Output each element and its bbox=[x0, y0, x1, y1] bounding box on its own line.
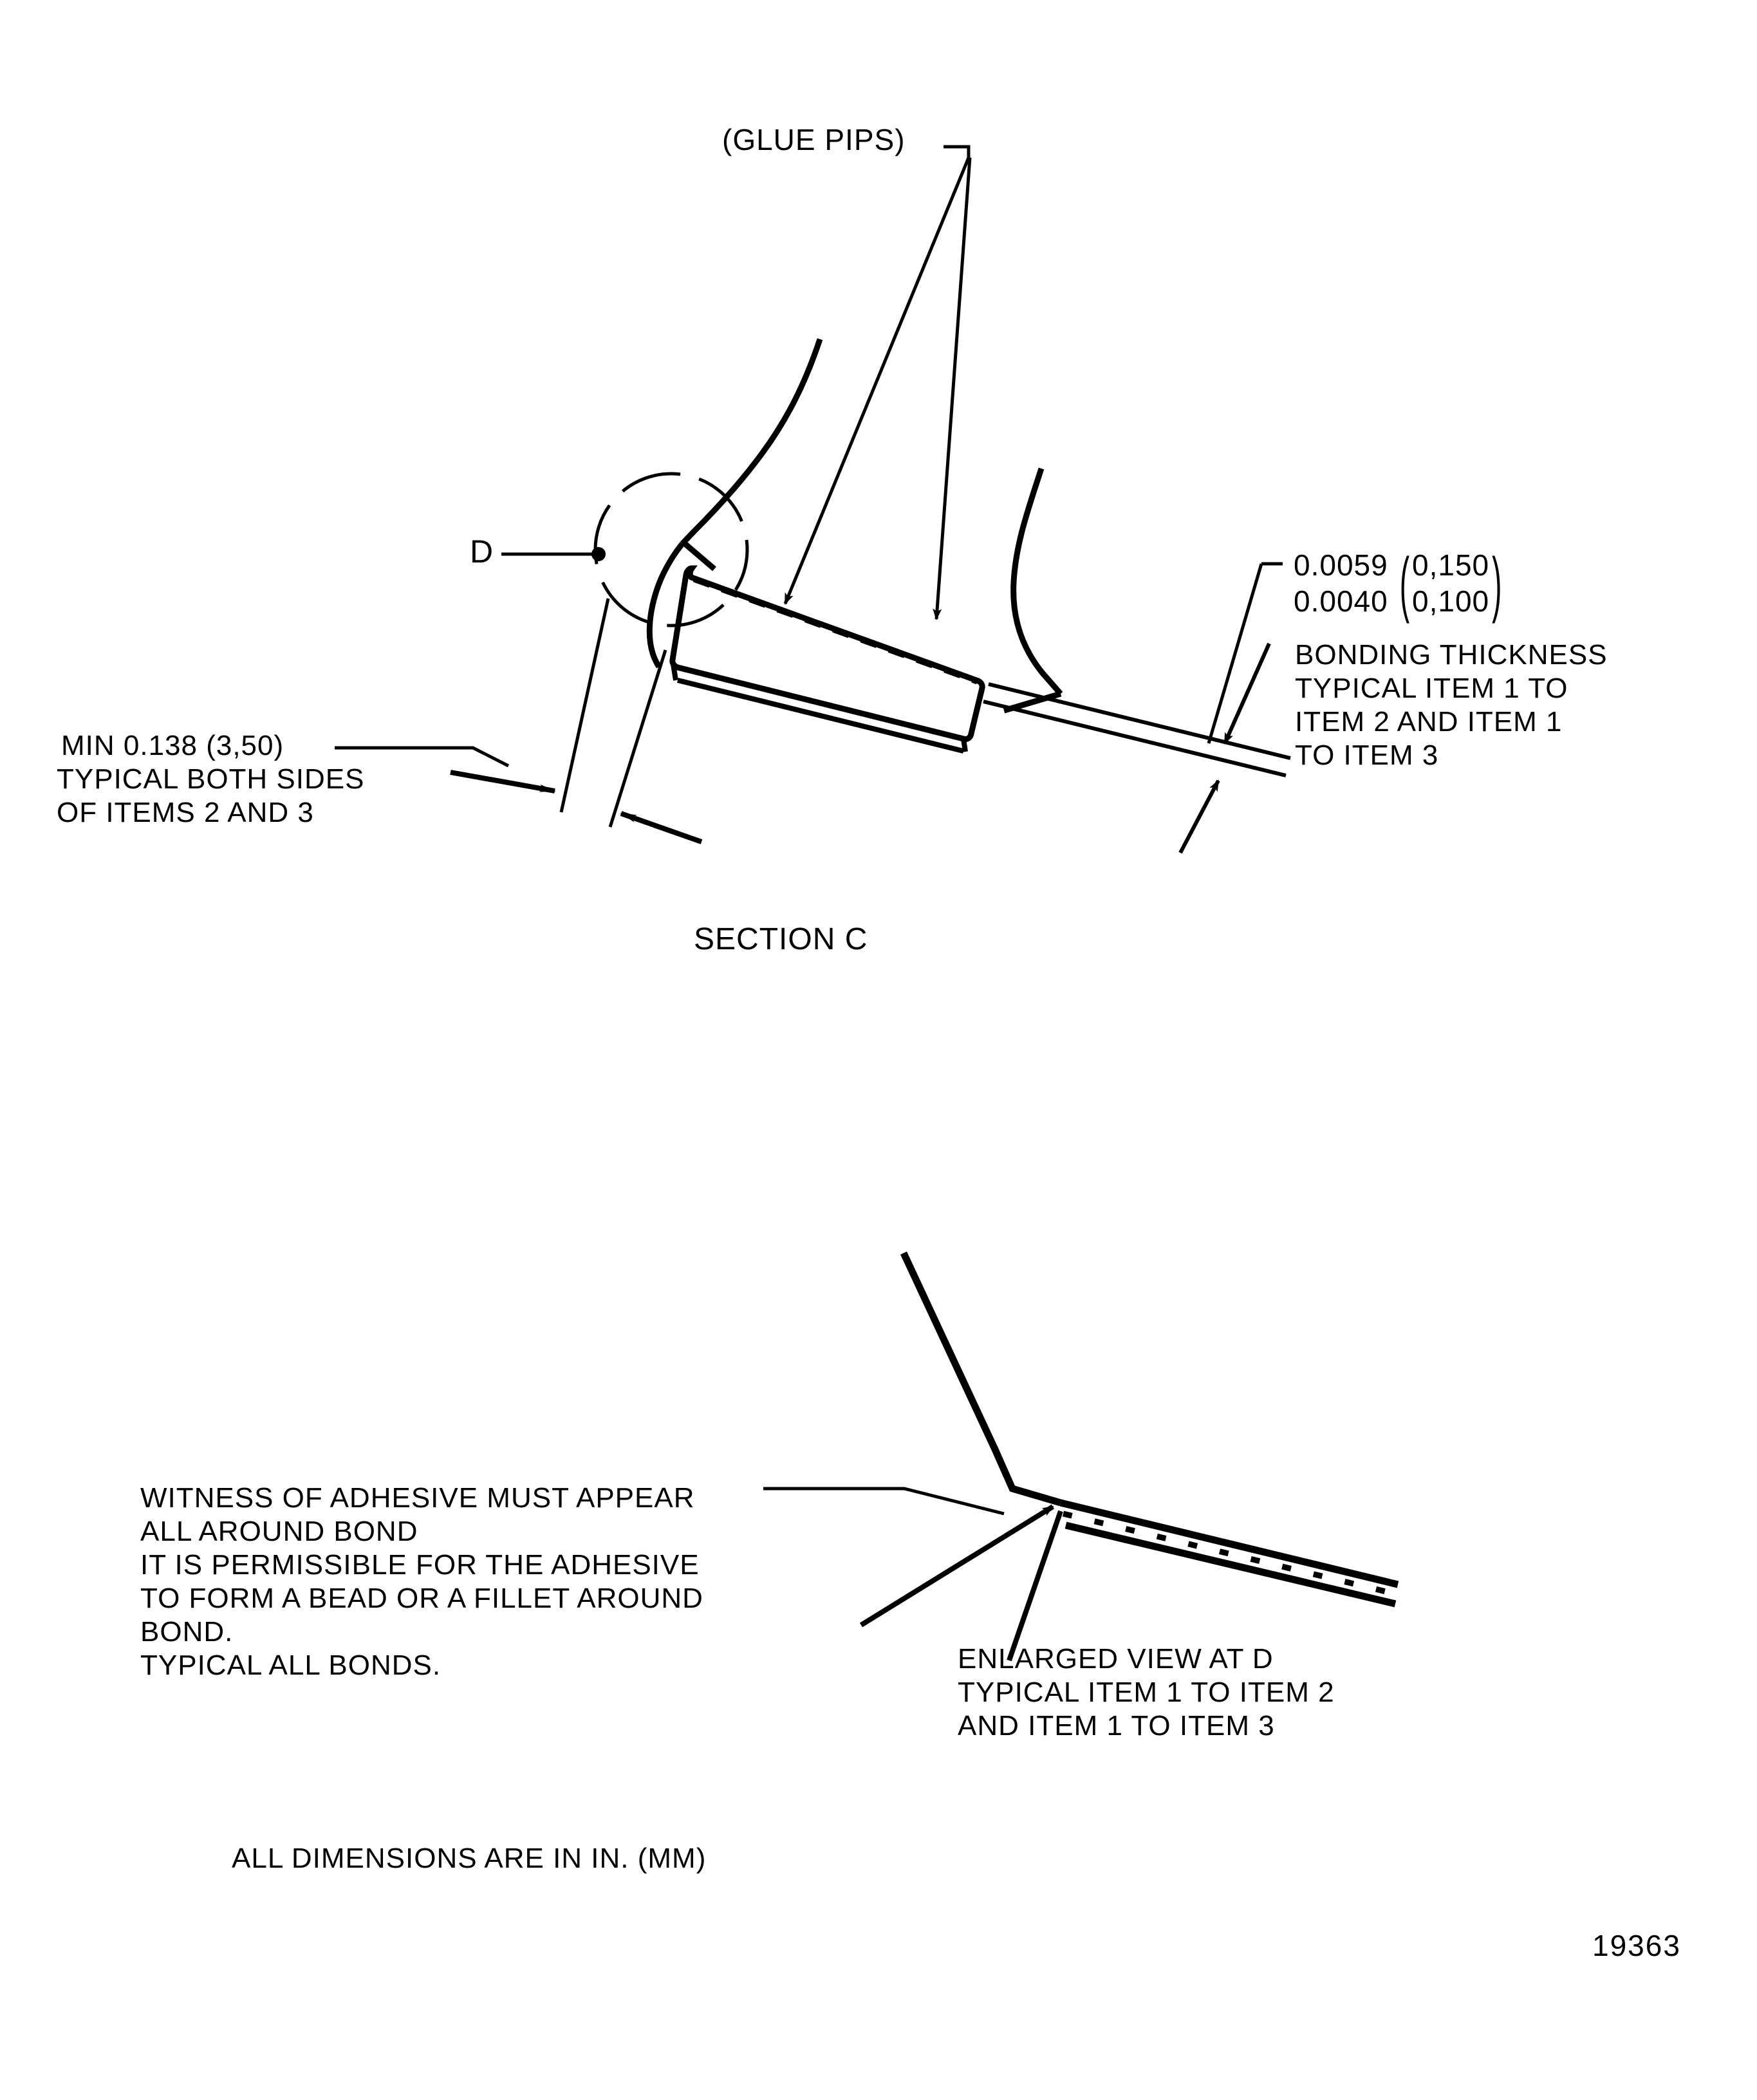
open-paren-glyph: ( bbox=[1399, 542, 1410, 624]
min-thickness-dimension bbox=[335, 599, 702, 842]
panel-bottom-inner-line bbox=[678, 680, 963, 751]
panel-bottom-left-cap bbox=[673, 664, 676, 680]
bond-thickness-lower-value: 0.0040 bbox=[1294, 584, 1388, 618]
witness-note-leader bbox=[763, 1489, 1004, 1514]
adhesive-note-line4: TO FORM A BEAD OR A FILLET AROUND bbox=[140, 1583, 703, 1614]
adhesive-note-line3: IT IS PERMISSIBLE FOR THE ADHESIVE bbox=[140, 1549, 700, 1581]
min-thickness-note-line3: OF ITEMS 2 AND 3 bbox=[57, 797, 314, 828]
adhesive-note-line1: WITNESS OF ADHESIVE MUST APPEAR bbox=[140, 1482, 695, 1514]
adhesive-note-line6: TYPICAL ALL BONDS. bbox=[140, 1649, 442, 1681]
bond-thickness-metric-group bbox=[1397, 542, 1505, 624]
units-note: ALL DIMENSIONS ARE IN IN. (MM) bbox=[232, 1843, 707, 1874]
enlarged-view-caption-line2: TYPICAL ITEM 1 TO ITEM 2 bbox=[958, 1677, 1335, 1708]
bonding-thickness-note-line1: BONDING THICKNESS bbox=[1295, 639, 1608, 671]
drawing-number: 19363 bbox=[1592, 1929, 1681, 1962]
right-member-curve bbox=[1014, 469, 1061, 694]
bond-thickness-numbers bbox=[1294, 547, 1388, 619]
glue-pips-label: (GLUE PIPS) bbox=[722, 123, 906, 156]
enlarged-plate-lower bbox=[1066, 1525, 1395, 1604]
min-thickness-note-line2: TYPICAL BOTH SIDES bbox=[57, 763, 365, 795]
section-c-title: SECTION C bbox=[694, 922, 868, 956]
panel-bottom-right-cap bbox=[963, 739, 965, 752]
left-member-lower-curve bbox=[649, 544, 682, 667]
enlarged-view-caption-line3: AND ITEM 1 TO ITEM 3 bbox=[958, 1710, 1275, 1742]
min-thickness-note-line1: MIN 0.138 (3,50) bbox=[61, 730, 284, 761]
bond-thickness-upper-metric: 0,150 bbox=[1412, 548, 1490, 582]
enlarged-adhesive-segments bbox=[1063, 1514, 1397, 1594]
bond-thickness-lower-metric: 0,100 bbox=[1412, 584, 1490, 618]
bond-thickness-dimension bbox=[1180, 564, 1283, 853]
left-member-web bbox=[683, 543, 714, 569]
bonding-thickness-note-line2: TYPICAL ITEM 1 TO bbox=[1295, 673, 1568, 704]
bonded-panel-outline bbox=[673, 568, 982, 739]
bonding-thickness-note-line3: ITEM 2 AND ITEM 1 bbox=[1295, 706, 1563, 738]
glue-pips-leader bbox=[785, 147, 970, 619]
detail-d-label: D bbox=[470, 534, 494, 570]
close-paren-glyph: ) bbox=[1492, 542, 1502, 624]
enlarged-caption-leader bbox=[1009, 1511, 1061, 1660]
bond-thickness-upper-value: 0.0059 bbox=[1294, 548, 1388, 582]
left-member-upper-curve bbox=[682, 339, 820, 544]
enlarged-bond-arrow bbox=[861, 1507, 1053, 1625]
detail-d-leader bbox=[501, 547, 606, 561]
adhesive-note-line5: BOND. bbox=[140, 1616, 234, 1648]
adhesive-note-line2: ALL AROUND BOND bbox=[140, 1516, 418, 1547]
bonding-thickness-note-line4: TO ITEM 3 bbox=[1295, 739, 1439, 771]
bond-thickness-metric-numbers bbox=[1412, 547, 1489, 619]
enlarged-plate-upper bbox=[1061, 1503, 1398, 1584]
bond-thickness-value-stack bbox=[1294, 542, 1504, 624]
enlarged-view-caption-line1: ENLARGED VIEW AT D bbox=[958, 1643, 1274, 1675]
enlarged-bent-member bbox=[904, 1253, 1061, 1503]
